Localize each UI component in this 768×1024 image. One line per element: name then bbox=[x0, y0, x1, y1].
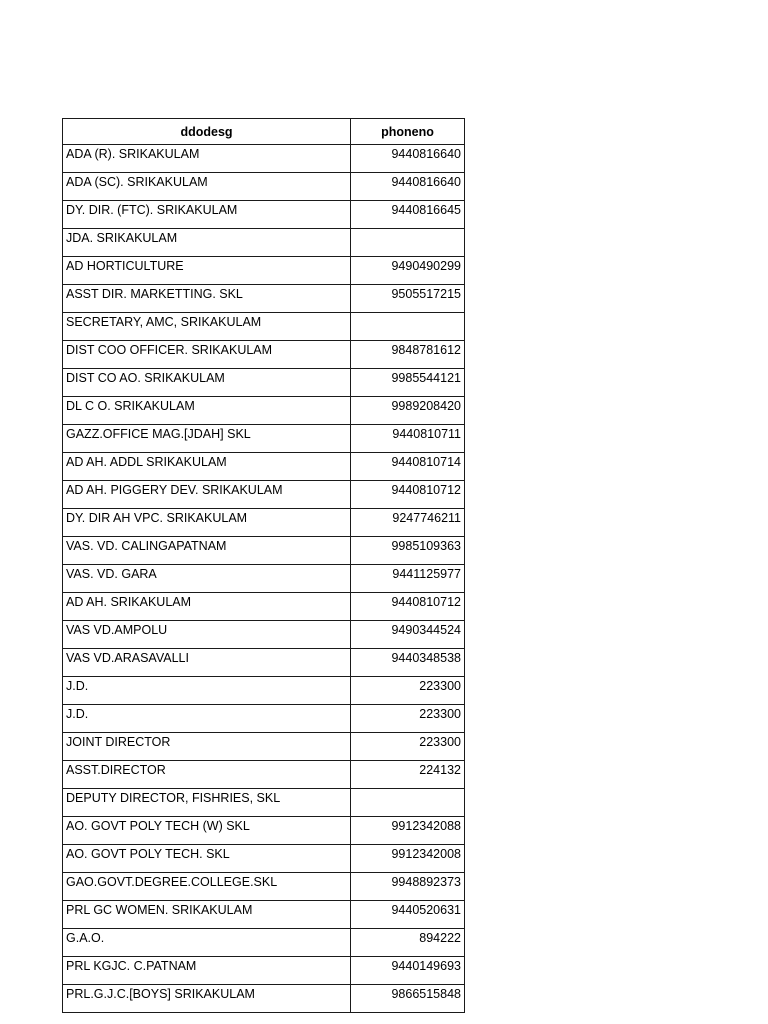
ddodesg-cell: ASST DIR. MARKETTING. SKL bbox=[63, 285, 351, 313]
ddodesg-cell: JDA. SRIKAKULAM bbox=[63, 229, 351, 257]
table-row bbox=[63, 173, 465, 201]
phoneno-cell: 9848781612 bbox=[351, 341, 465, 369]
phoneno-cell: 9989208420 bbox=[351, 397, 465, 425]
table-row bbox=[63, 929, 465, 957]
phoneno-cell: 894222 bbox=[351, 929, 465, 957]
phoneno-cell: 9985109363 bbox=[351, 537, 465, 565]
column-header-ddodesg: ddodesg bbox=[63, 119, 351, 145]
table-row bbox=[63, 453, 465, 481]
table-row bbox=[63, 733, 465, 761]
phoneno-cell bbox=[351, 229, 465, 257]
phoneno-cell: 9440810714 bbox=[351, 453, 465, 481]
phoneno-cell: 223300 bbox=[351, 733, 465, 761]
table-row bbox=[63, 145, 465, 173]
ddodesg-cell: G.A.O. bbox=[63, 929, 351, 957]
table-row bbox=[63, 397, 465, 425]
table-row bbox=[63, 649, 465, 677]
ddodesg-cell: AO. GOVT POLY TECH. SKL bbox=[63, 845, 351, 873]
table-row bbox=[63, 873, 465, 901]
column-header-phoneno: phoneno bbox=[351, 119, 465, 145]
table-row bbox=[63, 285, 465, 313]
ddodesg-cell: J.D. bbox=[63, 677, 351, 705]
ddodesg-cell: SECRETARY, AMC, SRIKAKULAM bbox=[63, 313, 351, 341]
ddodesg-cell: AD HORTICULTURE bbox=[63, 257, 351, 285]
phoneno-cell: 9505517215 bbox=[351, 285, 465, 313]
phoneno-cell: 9440810712 bbox=[351, 593, 465, 621]
table-row bbox=[63, 481, 465, 509]
table-row bbox=[63, 369, 465, 397]
ddodesg-cell: GAO.GOVT.DEGREE.COLLEGE.SKL bbox=[63, 873, 351, 901]
phoneno-cell: 9912342008 bbox=[351, 845, 465, 873]
table-row bbox=[63, 789, 465, 817]
ddodesg-cell: AD AH. PIGGERY DEV. SRIKAKULAM bbox=[63, 481, 351, 509]
phoneno-cell: 9985544121 bbox=[351, 369, 465, 397]
contact-table bbox=[62, 118, 465, 1013]
phoneno-cell: 223300 bbox=[351, 677, 465, 705]
table-row bbox=[63, 761, 465, 789]
phoneno-cell: 9440810712 bbox=[351, 481, 465, 509]
table-row bbox=[63, 677, 465, 705]
table-row bbox=[63, 985, 465, 1013]
phoneno-cell: 9440348538 bbox=[351, 649, 465, 677]
table-row bbox=[63, 705, 465, 733]
phoneno-cell: 224132 bbox=[351, 761, 465, 789]
ddodesg-cell: ADA (SC). SRIKAKULAM bbox=[63, 173, 351, 201]
ddodesg-cell: PRL.G.J.C.[BOYS] SRIKAKULAM bbox=[63, 985, 351, 1013]
ddodesg-cell: DIST CO AO. SRIKAKULAM bbox=[63, 369, 351, 397]
ddodesg-cell: J.D. bbox=[63, 705, 351, 733]
phoneno-cell: 9866515848 bbox=[351, 985, 465, 1013]
table-row bbox=[63, 229, 465, 257]
ddodesg-cell: DY. DIR AH VPC. SRIKAKULAM bbox=[63, 509, 351, 537]
table-row bbox=[63, 425, 465, 453]
ddodesg-cell: VAS. VD. GARA bbox=[63, 565, 351, 593]
table-row bbox=[63, 957, 465, 985]
ddodesg-cell: PRL KGJC. C.PATNAM bbox=[63, 957, 351, 985]
table-row bbox=[63, 509, 465, 537]
table-row bbox=[63, 817, 465, 845]
ddodesg-cell: PRL GC WOMEN. SRIKAKULAM bbox=[63, 901, 351, 929]
phoneno-cell: 9912342088 bbox=[351, 817, 465, 845]
table-row bbox=[63, 901, 465, 929]
phoneno-cell: 9490490299 bbox=[351, 257, 465, 285]
phoneno-cell: 9441125977 bbox=[351, 565, 465, 593]
phoneno-cell: 9440810711 bbox=[351, 425, 465, 453]
phoneno-cell: 9490344524 bbox=[351, 621, 465, 649]
ddodesg-cell: DEPUTY DIRECTOR, FISHRIES, SKL bbox=[63, 789, 351, 817]
ddodesg-cell: DL C O. SRIKAKULAM bbox=[63, 397, 351, 425]
ddodesg-cell: VAS VD.ARASAVALLI bbox=[63, 649, 351, 677]
ddodesg-cell: AD AH. ADDL SRIKAKULAM bbox=[63, 453, 351, 481]
phoneno-cell: 223300 bbox=[351, 705, 465, 733]
phoneno-cell: 9948892373 bbox=[351, 873, 465, 901]
table-row bbox=[63, 565, 465, 593]
phoneno-cell: 9440816640 bbox=[351, 145, 465, 173]
ddodesg-cell: VAS VD.AMPOLU bbox=[63, 621, 351, 649]
ddodesg-cell: ASST.DIRECTOR bbox=[63, 761, 351, 789]
ddodesg-cell: AD AH. SRIKAKULAM bbox=[63, 593, 351, 621]
table-row bbox=[63, 257, 465, 285]
ddodesg-cell: VAS. VD. CALINGAPATNAM bbox=[63, 537, 351, 565]
table-row bbox=[63, 593, 465, 621]
table-row bbox=[63, 201, 465, 229]
phoneno-cell: 9440520631 bbox=[351, 901, 465, 929]
phoneno-cell bbox=[351, 789, 465, 817]
header-row bbox=[63, 119, 465, 145]
table-body bbox=[63, 145, 465, 1013]
phoneno-cell bbox=[351, 313, 465, 341]
ddodesg-cell: GAZZ.OFFICE MAG.[JDAH] SKL bbox=[63, 425, 351, 453]
ddodesg-cell: AO. GOVT POLY TECH (W) SKL bbox=[63, 817, 351, 845]
table-row bbox=[63, 341, 465, 369]
ddodesg-cell: ADA (R). SRIKAKULAM bbox=[63, 145, 351, 173]
table-row bbox=[63, 313, 465, 341]
ddodesg-cell: DY. DIR. (FTC). SRIKAKULAM bbox=[63, 201, 351, 229]
phoneno-cell: 9247746211 bbox=[351, 509, 465, 537]
table-row bbox=[63, 845, 465, 873]
phoneno-cell: 9440149693 bbox=[351, 957, 465, 985]
ddodesg-cell: JOINT DIRECTOR bbox=[63, 733, 351, 761]
table-row bbox=[63, 537, 465, 565]
ddodesg-cell: DIST COO OFFICER. SRIKAKULAM bbox=[63, 341, 351, 369]
table-row bbox=[63, 621, 465, 649]
phoneno-cell: 9440816640 bbox=[351, 173, 465, 201]
phoneno-cell: 9440816645 bbox=[351, 201, 465, 229]
